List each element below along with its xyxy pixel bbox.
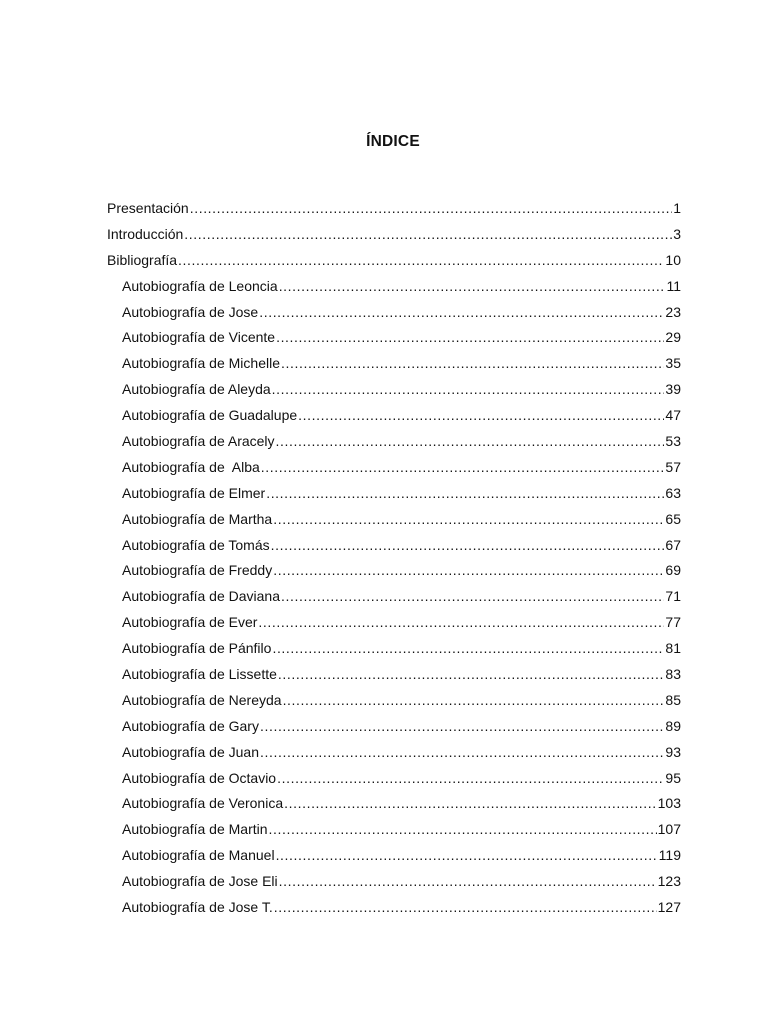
- toc-entry-label: Autobiografía de Gary: [122, 717, 259, 734]
- dot-leader: [273, 558, 664, 584]
- toc-entry-label: Autobiografía de Jose T.: [122, 899, 273, 916]
- toc-entry: [107, 636, 681, 662]
- toc-entry: [107, 766, 681, 792]
- toc-entry: [107, 558, 681, 584]
- dot-leader: [184, 222, 672, 248]
- toc-entry-page-number: 11: [666, 277, 681, 294]
- toc-entry-page-number: 39: [665, 381, 681, 398]
- dot-leader: [261, 455, 665, 481]
- toc-entry-page-number: 107: [657, 821, 681, 838]
- toc-entry-label: Autobiografía de Vicente: [122, 329, 276, 346]
- toc-entry: [107, 351, 681, 377]
- toc-entry-label: Presentación: [107, 200, 189, 216]
- toc-entry: [107, 377, 681, 403]
- dot-leader: [279, 274, 666, 300]
- toc-entry-page-number: 57: [665, 458, 681, 475]
- toc-entry-label: Autobiografía de Aleyda: [122, 381, 271, 398]
- toc-entry: [107, 895, 681, 921]
- toc-entry: [107, 584, 681, 610]
- toc-entry: [107, 429, 681, 455]
- toc-entry-page-number: 1: [673, 200, 681, 216]
- toc-entry-page-number: 127: [657, 899, 681, 916]
- dot-leader: [266, 481, 664, 507]
- toc-entry: [107, 455, 681, 481]
- dot-leader: [276, 325, 664, 351]
- dot-leader: [272, 377, 665, 403]
- toc-entry-label: Autobiografía de Tomás: [122, 536, 270, 553]
- dot-leader: [273, 507, 664, 533]
- toc-entry-label: Autobiografía de Alba: [122, 458, 260, 475]
- dot-leader: [281, 584, 664, 610]
- toc-entry-page-number: 63: [665, 484, 681, 501]
- dot-leader: [276, 429, 665, 455]
- toc-entry-page-number: 10: [665, 251, 681, 268]
- toc-entry-label: Autobiografía de Nereyda: [122, 691, 282, 708]
- dot-leader: [274, 895, 657, 921]
- toc-entry: [107, 843, 681, 869]
- toc-entry: [107, 662, 681, 688]
- toc-entry-label: Introducción: [107, 225, 184, 242]
- toc-entry-label: Autobiografía de Aracely: [122, 433, 275, 450]
- toc-entry-page-number: 69: [665, 562, 681, 579]
- toc-entry-label: Autobiografía de Guadalupe: [122, 407, 298, 424]
- dot-leader: [258, 610, 664, 636]
- table-of-contents: [107, 196, 681, 921]
- toc-entry-page-number: 81: [665, 640, 681, 657]
- toc-entry: [107, 403, 681, 429]
- toc-entry-label: Autobiografía de Octavio: [122, 769, 277, 786]
- toc-entry-page-number: 85: [665, 691, 681, 708]
- toc-entry-label: Autobiografía de Juan: [122, 743, 259, 760]
- toc-entry: [107, 533, 681, 559]
- toc-entry-page-number: 23: [665, 303, 681, 320]
- dot-leader: [279, 869, 657, 895]
- toc-entry: [107, 481, 681, 507]
- toc-entry-page-number: 119: [658, 847, 681, 864]
- toc-entry-page-number: 71: [665, 588, 681, 605]
- dot-leader: [277, 766, 664, 792]
- toc-entry-label: Autobiografía de Manuel: [122, 847, 275, 864]
- toc-entry: [107, 714, 681, 740]
- toc-entry: [107, 791, 681, 817]
- page-title: ÍNDICE: [366, 133, 420, 150]
- toc-entry-label: Autobiografía de Jose: [122, 303, 259, 320]
- dot-leader: [269, 817, 657, 843]
- dot-leader: [259, 300, 664, 326]
- toc-entry: [107, 817, 681, 843]
- toc-entry-page-number: 53: [665, 433, 681, 450]
- toc-entry-page-number: 123: [657, 873, 681, 890]
- toc-entry-label: Autobiografía de Leoncia: [122, 277, 278, 294]
- toc-entry: [107, 507, 681, 533]
- dot-leader: [190, 196, 672, 222]
- dot-leader: [283, 688, 665, 714]
- toc-entry-label: Autobiografía de Jose Eli: [122, 873, 278, 890]
- toc-entry-label: Bibliografía: [107, 251, 178, 268]
- dot-leader: [281, 351, 664, 377]
- dot-leader: [260, 714, 664, 740]
- toc-entry-label: Autobiografía de Martin: [122, 821, 268, 838]
- toc-entry-label: Autobiografía de Daviana: [122, 588, 280, 605]
- toc-entry-label: Autobiografía de Michelle: [122, 355, 280, 372]
- dot-leader: [272, 636, 664, 662]
- toc-entry-page-number: 93: [665, 743, 681, 760]
- toc-entry: [107, 869, 681, 895]
- toc-entry: [107, 196, 681, 222]
- toc-entry-page-number: 103: [657, 795, 681, 812]
- dot-leader: [278, 662, 665, 688]
- toc-entry-page-number: 35: [665, 355, 681, 372]
- dot-leader: [271, 533, 665, 559]
- toc-entry-label: Autobiografía de Freddy: [122, 562, 273, 579]
- toc-entry-page-number: 3: [673, 225, 681, 242]
- dot-leader: [298, 403, 664, 429]
- toc-entry-page-number: 95: [665, 769, 681, 786]
- toc-entry: [107, 248, 681, 274]
- toc-entry: [107, 610, 681, 636]
- toc-entry-page-number: 67: [665, 536, 681, 553]
- dot-leader: [178, 248, 664, 274]
- toc-entry: [107, 300, 681, 326]
- dot-leader: [276, 843, 658, 869]
- dot-leader: [260, 740, 664, 766]
- toc-entry-page-number: 83: [665, 666, 681, 683]
- toc-entry-page-number: 77: [665, 614, 681, 631]
- toc-entry-page-number: 47: [665, 407, 681, 424]
- dot-leader: [284, 791, 657, 817]
- toc-entry: [107, 688, 681, 714]
- toc-entry: [107, 740, 681, 766]
- toc-entry: [107, 222, 681, 248]
- toc-entry-label: Autobiografía de Ever: [122, 614, 258, 631]
- toc-entry-page-number: 29: [665, 329, 681, 346]
- toc-entry-label: Autobiografía de Martha: [122, 510, 273, 527]
- toc-entry-label: Autobiografía de Pánfilo: [122, 640, 272, 657]
- toc-entry: [107, 325, 681, 351]
- toc-entry-page-number: 89: [665, 717, 681, 734]
- toc-entry-label: Autobiografía de Elmer: [122, 484, 266, 501]
- toc-entry-label: Autobiografía de Veronica: [122, 795, 284, 812]
- toc-entry-page-number: 65: [665, 510, 681, 527]
- toc-entry-label: Autobiografía de Lissette: [122, 666, 277, 683]
- toc-entry: [107, 274, 681, 300]
